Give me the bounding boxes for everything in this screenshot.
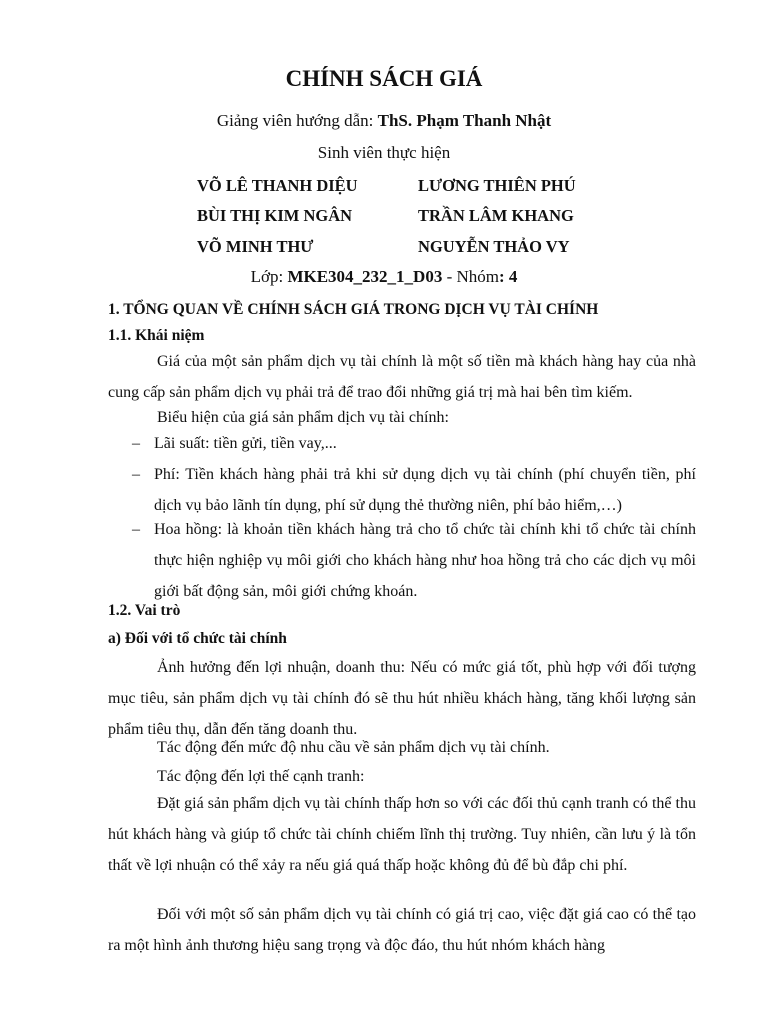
- class-code: MKE304_232_1_D03: [287, 267, 443, 286]
- instructor-label: Giảng viên hướng dẫn:: [216, 111, 378, 130]
- student-name: VÕ MINH THƯ: [197, 237, 314, 256]
- paragraph: Tác động đến lợi thế cạnh tranh:: [157, 768, 365, 785]
- list-item-text: Phí: Tiền khách hàng phải trả khi sử dụng dịch vụ tài chính (phí chuyển tiền, phí dịch vụ bảo lãnh tín dụng, phí sử dụng thẻ thường niên, phí bảo hiểm,…): [154, 466, 696, 514]
- student-name: TRẦN LÂM KHANG: [418, 206, 574, 225]
- paragraph: Tác động đến mức độ nhu cầu về sản phẩm dịch vụ tài chính.: [157, 739, 550, 756]
- paragraph: Giá của một sản phẩm dịch vụ tài chính là một số tiền mà khách hàng hay của nhà cung cấp sản phẩm dịch vụ phải trả để trao đổi những giá trị mà hai bên tìm kiếm.: [108, 353, 696, 401]
- paragraph: Đối với một số sản phẩm dịch vụ tài chính có giá trị cao, việc đặt giá cao có thể tạo ra một hình ảnh thương hiệu sang trọng và độc đáo, thu hút nhóm khách hàng: [108, 906, 696, 954]
- bullet-dash: –: [132, 521, 140, 538]
- class-line: [0, 267, 768, 287]
- student-name: NGUYỄN THẢO VY: [418, 237, 570, 256]
- section-heading: 1. TỔNG QUAN VỀ CHÍNH SÁCH GIÁ TRONG DỊCH VỤ TÀI CHÍNH: [108, 301, 599, 318]
- instructor-line: [0, 111, 768, 131]
- subsection-heading: 1.1. Khái niệm: [108, 327, 205, 344]
- student-name: LƯƠNG THIÊN PHÚ: [418, 176, 576, 195]
- subsection-heading: a) Đối với tổ chức tài chính: [108, 630, 287, 647]
- student-name: VÕ LÊ THANH DIỆU: [197, 176, 358, 195]
- paragraph: Đặt giá sản phẩm dịch vụ tài chính thấp hơn so với các đối thủ cạnh tranh có thể thu hút khách hàng và giúp tổ chức tài chính chiếm lĩnh thị trường. Tuy nhiên, cần lưu ý là tổn thất về lợi nhuận có thể xảy ra nếu giá quá thấp hoặc không đủ để bù đắp chi phí.: [108, 795, 696, 874]
- group-number: : 4: [499, 267, 518, 286]
- paragraph: Biểu hiện của giá sản phẩm dịch vụ tài chính:: [157, 409, 449, 426]
- list-item-text: Hoa hồng: là khoản tiền khách hàng trả cho tổ chức tài chính khi tổ chức tài chính thực hiện nghiệp vụ môi giới cho khách hàng như hoa hồng trả cho các dịch vụ môi giới bất động sản, môi giới chứng khoán.: [154, 521, 696, 600]
- bullet-dash: –: [132, 466, 140, 483]
- paragraph: Ảnh hưởng đến lợi nhuận, doanh thu: Nếu có mức giá tốt, phù hợp với đối tượng mục tiêu, sản phẩm dịch vụ tài chính đó sẽ thu hút nhiều khách hàng, tăng khối lượng sản phẩm tiêu thụ, dẫn đến tăng doanh thu.: [108, 659, 696, 738]
- group-label: - Nhóm: [442, 267, 499, 286]
- student-name: BÙI THỊ KIM NGÂN: [197, 206, 353, 225]
- list-item: [108, 514, 696, 607]
- list-item: [108, 459, 696, 521]
- document-title: CHÍNH SÁCH GIÁ: [285, 66, 483, 91]
- list-item-text: Lãi suất: tiền gửi, tiền vay,...: [154, 435, 337, 452]
- class-label: Lớp:: [250, 267, 288, 286]
- subsection-heading: 1.2. Vai trò: [108, 602, 181, 619]
- bullet-dash: –: [132, 435, 140, 452]
- students-label: Sinh viên thực hiện: [317, 143, 451, 162]
- instructor-name: ThS. Phạm Thanh Nhật: [377, 111, 552, 130]
- list-item: [108, 428, 696, 459]
